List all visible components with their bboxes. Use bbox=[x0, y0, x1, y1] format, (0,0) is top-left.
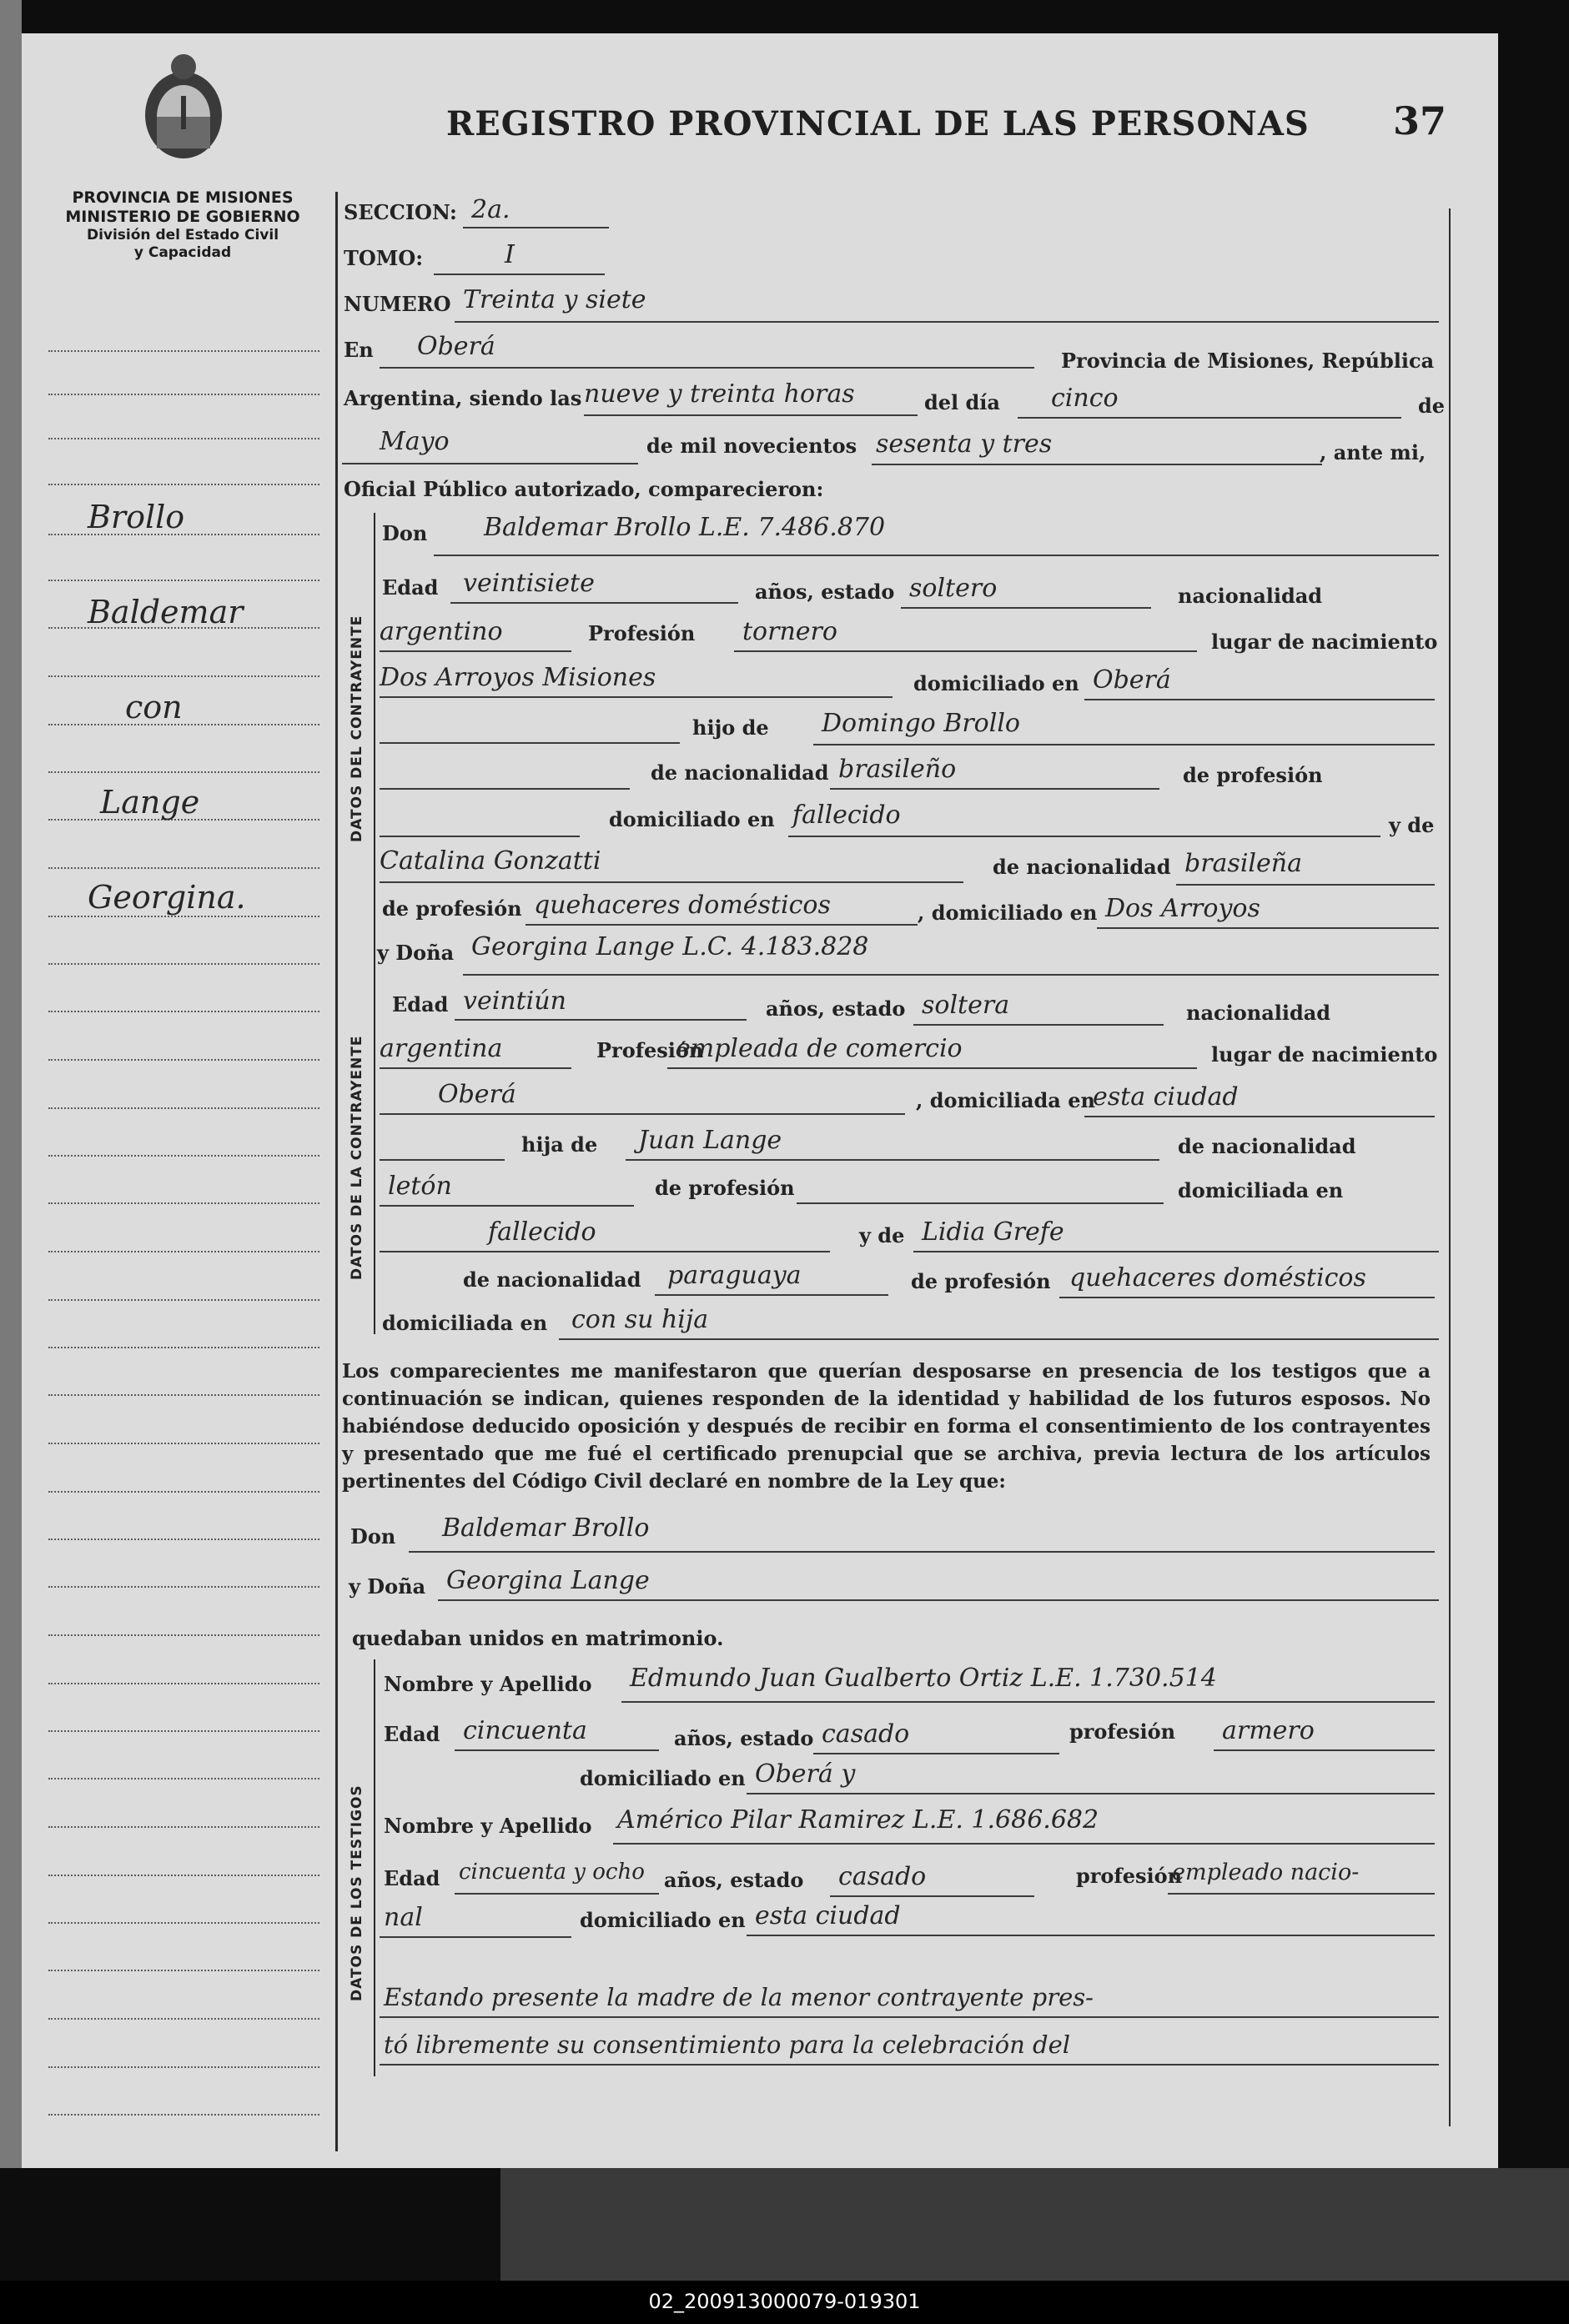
t1-label: Nombre y Apellido bbox=[384, 1672, 592, 1696]
margin-note-bride-name: Georgina. bbox=[88, 879, 246, 916]
c-madre-nac-label: de nacionalidad bbox=[993, 855, 1171, 879]
anio-label: de mil novecientos bbox=[646, 434, 857, 458]
c-edad-line bbox=[450, 602, 738, 604]
t1-prof-value: armero bbox=[1222, 1716, 1315, 1745]
t1-edad-line bbox=[455, 1749, 659, 1751]
contrayenta-box-line bbox=[374, 934, 375, 1334]
t1-nombre-line bbox=[621, 1701, 1435, 1703]
contrayenta-nombre: Georgina Lange L.C. 4.183.828 bbox=[471, 932, 869, 961]
f-madre-line bbox=[913, 1251, 1439, 1252]
c-estado-line bbox=[901, 607, 1151, 609]
f-padre-prof-line bbox=[797, 1202, 1164, 1204]
c-hijo-blank-line bbox=[380, 742, 680, 744]
c-prof-value: tornero bbox=[742, 617, 837, 646]
nota-line-1: Estando presente la madre de la menor contrayente pres- bbox=[384, 1983, 1094, 2011]
nota-line-1-rule bbox=[380, 2016, 1439, 2018]
f-estado-value: soltera bbox=[922, 991, 1010, 1020]
f-madre-prof-label: de profesión bbox=[911, 1269, 1051, 1293]
t2-nombre: Américo Pilar Ramirez L.E. 1.686.682 bbox=[617, 1805, 1099, 1835]
f-madre-nac-value: paraguaya bbox=[667, 1261, 802, 1290]
f-madre-prof-line bbox=[1059, 1297, 1435, 1298]
dona-label: y Doña bbox=[377, 941, 455, 965]
t2-prof-line bbox=[1168, 1893, 1435, 1895]
del-dia-label: del día bbox=[924, 390, 1000, 414]
c-prof-label: Profesión bbox=[588, 621, 696, 645]
numero-label: NUMERO bbox=[344, 292, 451, 316]
lugar-line bbox=[380, 367, 1034, 369]
t2-dom-line bbox=[747, 1935, 1435, 1936]
decl-don-label: Don bbox=[350, 1524, 396, 1548]
c-madre-prof-label: de profesión bbox=[382, 896, 522, 921]
c-edad-value: veintisiete bbox=[463, 569, 595, 598]
contrayente-side-label: DATOS DEL CONTRAYENTE bbox=[349, 615, 365, 842]
c-madre-dom-line bbox=[1097, 927, 1439, 929]
c-estado-value: soltero bbox=[909, 574, 998, 603]
margin-note-surname: Brollo bbox=[88, 499, 185, 535]
t1-estado-value: casado bbox=[822, 1719, 910, 1749]
f-dom-label: , domiciliada en bbox=[916, 1088, 1095, 1112]
f-estado-line bbox=[913, 1024, 1164, 1026]
t1-dom-line bbox=[747, 1793, 1435, 1794]
contrayente-nombre-line bbox=[434, 555, 1439, 556]
margin-note-con: con bbox=[125, 689, 183, 725]
f-padre-dom-value: fallecido bbox=[488, 1217, 596, 1247]
c-nac-line bbox=[380, 650, 571, 652]
c-madre-prof-line bbox=[526, 924, 918, 926]
t2-dom-label: domiciliado en bbox=[580, 1908, 746, 1932]
c-prof-line bbox=[734, 650, 1197, 652]
f-madre-prof-value: quehaceres domésticos bbox=[1069, 1263, 1366, 1293]
de-label: de bbox=[1418, 394, 1446, 418]
f-prof-value: empleada de comercio bbox=[676, 1034, 963, 1063]
contrayenta-side-label: DATOS DE LA CONTRAYENTE bbox=[349, 1035, 365, 1280]
t2-prof-cont-line bbox=[380, 1936, 571, 1938]
mes-value: Mayo bbox=[380, 427, 450, 456]
c-y-de-label: y de bbox=[1389, 813, 1435, 837]
t2-prof-cont: nal bbox=[384, 1903, 423, 1932]
c-padre-nac-label: de nacionalidad bbox=[651, 760, 829, 785]
f-lugar-nac-value: Oberá bbox=[438, 1080, 516, 1109]
hora-line bbox=[584, 414, 918, 416]
f-padre-prof-label: de profesión bbox=[655, 1176, 795, 1200]
t2-prof-value: empleado nacio- bbox=[1172, 1860, 1360, 1885]
t1-edad-label: Edad bbox=[384, 1722, 440, 1746]
t2-dom-value: esta ciudad bbox=[755, 1901, 901, 1930]
decl-don-value: Baldemar Brollo bbox=[442, 1513, 650, 1543]
t1-prof-label: profesión bbox=[1069, 1719, 1176, 1744]
c-madre-nac-line bbox=[1176, 884, 1435, 886]
f-padre-line bbox=[626, 1159, 1159, 1161]
f-padre-nac-line bbox=[380, 1205, 634, 1207]
contrayente-nombre: Baldemar Brollo L.E. 7.486.870 bbox=[484, 513, 886, 542]
tomo-label: TOMO: bbox=[344, 246, 424, 270]
org-ministry: MINISTERIO DE GOBIERNO bbox=[65, 208, 300, 226]
t2-estado-value: casado bbox=[838, 1862, 927, 1891]
contrayenta-nombre-line bbox=[463, 974, 1439, 976]
t1-nombre: Edmundo Juan Gualberto Ortiz L.E. 1.730.514 bbox=[630, 1664, 1217, 1693]
f-dom-line bbox=[1084, 1116, 1435, 1117]
f-lugar-nac-line bbox=[380, 1113, 905, 1115]
org-division: División del Estado Civil bbox=[86, 227, 279, 243]
c-padre-nac-value: brasileño bbox=[838, 755, 957, 784]
seccion-label: SECCION: bbox=[344, 200, 457, 224]
c-lugar-nac-label: lugar de nacimiento bbox=[1211, 630, 1438, 654]
c-padre-prof-blank-line bbox=[380, 836, 580, 837]
c-padre-dom-value: fallecido bbox=[792, 801, 901, 830]
f-edad-label: Edad bbox=[392, 992, 449, 1016]
hora-value: nueve y treinta horas bbox=[584, 379, 855, 409]
c-hijo-label: hijo de bbox=[692, 715, 769, 740]
anio-value: sesenta y tres bbox=[876, 429, 1053, 459]
f-madre-value: Lidia Grefe bbox=[922, 1217, 1064, 1247]
testigos-side-label: DATOS DE LOS TESTIGOS bbox=[349, 1784, 365, 2001]
c-padre-value: Domingo Brollo bbox=[822, 709, 1020, 738]
f-nac-line bbox=[380, 1067, 571, 1069]
t2-nombre-line bbox=[613, 1843, 1435, 1845]
declaration-paragraph bbox=[342, 1358, 1431, 1495]
contrayente-box-line bbox=[374, 513, 375, 938]
seccion-value: 2a. bbox=[471, 195, 510, 224]
t1-estado-line bbox=[813, 1753, 1059, 1754]
numero-line bbox=[455, 321, 1439, 323]
f-madre-nac-label: de nacionalidad bbox=[463, 1267, 641, 1292]
f-estado-label: años, estado bbox=[766, 996, 906, 1021]
t2-estado-label: años, estado bbox=[664, 1868, 804, 1892]
scan-background bbox=[500, 2168, 1569, 2281]
c-estado-label: años, estado bbox=[755, 580, 895, 604]
f-padre-nac-label: de nacionalidad bbox=[1178, 1134, 1356, 1158]
c-padre-nac-line bbox=[830, 788, 1159, 790]
mes-line bbox=[342, 463, 638, 464]
t1-prof-line bbox=[1214, 1749, 1435, 1751]
margin-note-bride-surname: Lange bbox=[100, 784, 200, 821]
testigos-box-line bbox=[374, 1659, 375, 2076]
c-padre-line bbox=[813, 744, 1435, 745]
don-label: Don bbox=[382, 521, 428, 545]
argentina-text: Argentina, siendo las bbox=[344, 386, 582, 410]
t1-dom-label: domiciliado en bbox=[580, 1766, 746, 1790]
oficial-text: Oficial Público autorizado, comparecieron: bbox=[344, 477, 824, 501]
f-edad-line bbox=[455, 1019, 747, 1021]
image-id-caption: 02_200913000079-019301 bbox=[648, 2290, 921, 2313]
f-dom-en-label: domiciliada en bbox=[1178, 1178, 1344, 1202]
issuing-office bbox=[45, 188, 320, 262]
f-madre-dom-line bbox=[559, 1338, 1439, 1340]
dia-value: cinco bbox=[1051, 384, 1119, 413]
f-madre-dom-label: domiciliada en bbox=[382, 1311, 548, 1335]
decl-dona-value: Georgina Lange bbox=[446, 1566, 650, 1595]
t2-prof-label: profesión bbox=[1076, 1864, 1183, 1888]
c-madre-line bbox=[380, 881, 963, 883]
decl-don-line bbox=[409, 1551, 1435, 1553]
c-edad-label: Edad bbox=[382, 575, 439, 600]
c-padre-dom-label: domiciliado en bbox=[609, 807, 775, 831]
c-madre-value: Catalina Gonzatti bbox=[380, 846, 601, 876]
decl-quedaban: quedaban unidos en matrimonio. bbox=[352, 1626, 724, 1650]
declaration-text: Los comparecientes me manifestaron que querían desposarse en presencia de los testigos que a continuación se indican, quienes responden de la identidad y habilidad de los futuros esposos. No habiéndose deducido oposición y después de recibir en forma el consentimiento de los contrayentes y presentado que me fué el certificado prenupcial que se archiva, previa lectura de los artículos pertinentes del Código Civil declaré en nombre de la Ley que: bbox=[342, 1360, 1431, 1493]
t2-edad-line bbox=[455, 1893, 659, 1895]
tomo-line bbox=[434, 274, 605, 275]
f-padre-dom-line bbox=[380, 1251, 830, 1252]
tomo-value: I bbox=[505, 240, 515, 269]
decl-dona-line bbox=[438, 1599, 1439, 1601]
nota-line-2: tó libremente su consentimiento para la celebración del bbox=[384, 2030, 1071, 2059]
provincia-text: Provincia de Misiones, República bbox=[1061, 349, 1435, 373]
c-lugar-nac-value: Dos Arroyos Misiones bbox=[380, 663, 656, 692]
f-prof-line bbox=[667, 1067, 1197, 1069]
ante-mi-text: , ante mi, bbox=[1320, 440, 1426, 464]
en-label: En bbox=[344, 338, 374, 362]
c-nac-value: argentino bbox=[380, 617, 503, 646]
f-y-de-label: y de bbox=[859, 1223, 905, 1247]
f-nac-value: argentina bbox=[380, 1034, 503, 1063]
f-hija-blank-line bbox=[380, 1159, 505, 1161]
f-madre-nac-line bbox=[655, 1294, 888, 1296]
t1-edad-value: cincuenta bbox=[463, 1716, 587, 1745]
f-hija-label: hija de bbox=[521, 1132, 598, 1157]
c-madre-nac-value: brasileña bbox=[1184, 849, 1302, 878]
book-edge bbox=[0, 0, 22, 2168]
f-lugar-nac-label: lugar de nacimiento bbox=[1211, 1042, 1438, 1067]
lugar-value: Oberá bbox=[417, 332, 495, 361]
f-madre-dom-value: con su hija bbox=[571, 1305, 709, 1334]
decl-dona-label: y Doña bbox=[349, 1574, 426, 1599]
c-lugar-nac-line bbox=[380, 696, 893, 698]
c-dom-value: Oberá bbox=[1093, 665, 1171, 695]
c-nac-label: nacionalidad bbox=[1178, 584, 1323, 608]
numero-value: Treinta y siete bbox=[463, 285, 646, 314]
f-nac-label: nacionalidad bbox=[1186, 1001, 1331, 1025]
frame-right-line bbox=[1449, 208, 1451, 2126]
t2-edad-value: cincuenta y ocho bbox=[459, 1860, 645, 1885]
c-nac-padre-blank-line bbox=[380, 788, 630, 790]
org-province: PROVINCIA DE MISIONES bbox=[72, 188, 294, 207]
f-padre-value: Juan Lange bbox=[638, 1126, 782, 1155]
anio-line bbox=[872, 464, 1322, 465]
document-title: REGISTRO PROVINCIAL DE LAS PERSONAS bbox=[446, 104, 1310, 143]
frame-left-line bbox=[335, 192, 338, 2151]
nota-line-2-rule bbox=[380, 2064, 1439, 2065]
f-prof-label: Profesión bbox=[596, 1038, 704, 1062]
c-dom-label: domiciliado en bbox=[913, 671, 1079, 695]
coat-of-arms-seal bbox=[138, 50, 229, 163]
c-madre-dom-value: Dos Arroyos bbox=[1105, 894, 1260, 923]
t2-edad-label: Edad bbox=[384, 1866, 440, 1890]
seccion-line bbox=[463, 227, 609, 228]
c-dom-line bbox=[1084, 699, 1435, 700]
f-dom-value: esta ciudad bbox=[1093, 1082, 1239, 1112]
page-number: 37 bbox=[1393, 98, 1447, 143]
f-padre-nac-value: letón bbox=[388, 1172, 452, 1201]
t1-dom-value: Oberá y bbox=[755, 1759, 856, 1789]
dia-line bbox=[1018, 417, 1401, 419]
org-capacidad: y Capacidad bbox=[133, 244, 232, 261]
c-madre-prof-value: quehaceres domésticos bbox=[534, 891, 831, 920]
t2-label: Nombre y Apellido bbox=[384, 1814, 592, 1838]
c-padre-dom-line bbox=[788, 836, 1380, 837]
margin-note-name: Baldemar bbox=[88, 594, 244, 630]
t2-estado-line bbox=[830, 1895, 1034, 1897]
f-edad-value: veintiún bbox=[463, 986, 566, 1016]
c-padre-prof-label: de profesión bbox=[1183, 763, 1323, 787]
c-madre-dom-label: , domiciliado en bbox=[918, 901, 1098, 925]
t1-estado-label: años, estado bbox=[674, 1726, 814, 1750]
